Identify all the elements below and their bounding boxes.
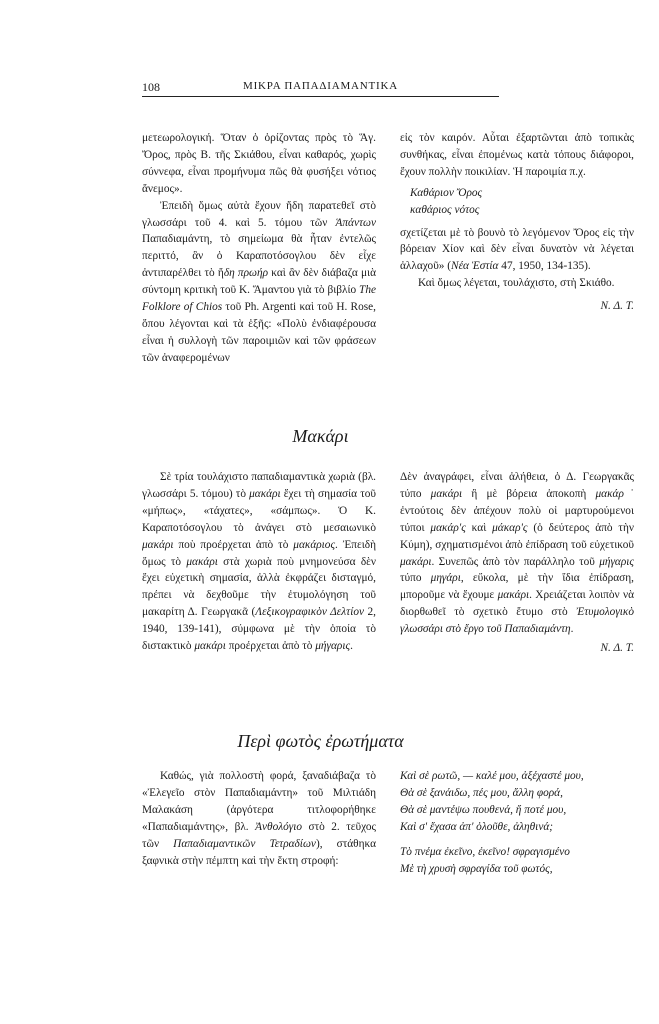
author-signature: Ν. Δ. Τ.	[600, 642, 634, 655]
text-run: τύπο	[400, 572, 431, 585]
text-run: ), στάθηκα ξαφνικὰ στὴν πέμπτη καὶ τὴν ἕκτη στροφή:	[142, 837, 376, 867]
text-run: καὶ ἂν δὲν διάβαζα μιὰ σύντομη κριτικὴ τοῦ Κ. Ἅμαντου γιὰ τὸ βιβλίο	[142, 267, 377, 297]
text-run: καὶ	[465, 521, 493, 534]
verse-line: Θὰ σὲ μαντέψω πουθενά, ἤ ποτέ μου,	[400, 803, 567, 816]
text-run: στὰ χωριὰ ποὺ μνημονεύσα δὲν ἔχει εὐχετικὴ σημασία, ἀλλὰ ἐκφράζει δισταγμό, πρέπει νὰ δεχθοῦμε τὴν ἐτυμολόγηση τοῦ μακαρίτη Δ. Γεωργακᾶ (	[142, 555, 376, 619]
proverb-line: Καθάριον Ὄρος	[410, 186, 483, 199]
running-title: ΜΙΚΡΑ ΠΑΠΑΔΙΑΜΑΝΤΙΚΑ	[243, 80, 398, 92]
text-run: . Χρειάζεται λοιπὸν νὰ διορθωθεῖ τὸ σχετικὸ ἔτυμο στὸ	[400, 589, 634, 619]
paragraph: μετεωρολογική. Ὅταν ὁ ὁρίζοντας πρὸς τὸ Ἅγ. Ὄρος, πρὸς Β. τῆς Σκιάθου, εἶναι καθαρός, χωρὶς σύννεφα, εἶναι προμήνυμα πῶς θὰ φυσήξει νότιος ἄνεμος».	[142, 132, 376, 195]
italic-text: μακάρ'ς	[430, 521, 466, 534]
paragraph	[142, 469, 376, 655]
author-signature: Ν. Δ. Τ.	[600, 300, 634, 313]
section2-right-column	[400, 469, 634, 657]
italic-text: μηγάρι	[430, 572, 461, 585]
section2-left-column	[142, 469, 376, 655]
paragraph: εἰς τὸν καιρόν. Αὗται ἐξαρτῶνται ἀπὸ τοπικὰς συνθήκας, εἶναι ἐπομένως κατὰ τόπους διάφοροι, ἔχουν πολλὴν ποικιλίαν. Ἡ παροιμία π.χ.	[400, 132, 634, 178]
paragraph	[400, 225, 634, 276]
paragraph	[142, 198, 376, 367]
verse-line: Καὶ σὲ ρωτῶ, — καλέ μου, ἀξέχαστέ μου,	[400, 770, 584, 782]
section3-right-column	[400, 768, 634, 877]
paragraph	[142, 768, 376, 869]
proverb-quote	[410, 185, 634, 219]
paragraph	[400, 469, 634, 638]
text-run: ˙ ἐντούτοις δὲν ἀπέχουν πολὺ οἱ μαρτυρούμενοι τύποι	[400, 487, 635, 534]
italic-book-title: The Folklore of Chios	[142, 284, 376, 314]
text-run: ἢ μὲ βόρεια ἀποκοπὴ	[462, 487, 596, 500]
italic-text: μακάρι	[194, 640, 226, 653]
text-run: Καθώς, γιὰ πολλοστὴ φορά, ξαναδιάβαζα τὸ «Ἐλεγεῖο στὸν Παπαδιαμάντη» τοῦ Μιλτιάδη Μαλακάση (ἀργότερα τιτλοφορήθηκε «Παπαδιαμάντης», βλ.	[142, 770, 376, 833]
page-number: 108	[142, 80, 160, 94]
italic-text: μακάρι	[142, 538, 174, 551]
italic-text: μακάρι	[430, 487, 463, 500]
italic-text: μακάρι	[249, 487, 281, 500]
italic-text: Ἁπάντων	[335, 216, 376, 229]
italic-text: μακάριος	[293, 538, 336, 551]
text-run: ποὺ προέρχεται ἀπὸ τὸ	[173, 538, 294, 551]
verse-line: Μὲ τὴ χρυσὴ σφραγίδα τοῦ φωτός,	[400, 862, 553, 875]
section-title-peri-fotos: Περὶ φωτὸς ἐρωτήματα	[237, 731, 404, 751]
text-run: Ἐπειδὴ ὅμως αὐτὰ ἔχουν ἤδη παρατεθεῖ στὸ γλωσσάρι τοῦ 4. καὶ 5. τόμου τῶν	[142, 199, 376, 229]
section1-left-column	[142, 130, 376, 367]
text-run: , εὔκολα, μὲ τὴν ἴδια ἐπίδραση, μποροῦμε νὰ ἔχουμε	[400, 572, 635, 602]
text-run: .	[350, 640, 353, 653]
text-run: 2, 1940, 139-141), σύμφωνα μὲ τὴν ὁποία τὸ διστακτικὸ	[142, 606, 376, 653]
italic-text: μακάρι	[186, 555, 218, 568]
text-run: Παπαδιαμάντη, τὸ σημείωμα θὰ ἦταν ἐντελῶς περιττό, ἂν ὁ Καραποτόσογλου δὲν εἶχε ἀντιπαρέλθει τὸ ἤ	[142, 233, 376, 280]
italic-text: μακάρι	[400, 555, 432, 568]
verse-line: Καὶ σ' ἔχασα ἀπ' ὁλοῦθε, ἀληθινά;	[400, 820, 554, 833]
italic-journal-title: Λεξικογραφικὸν Δελτίον	[255, 606, 364, 619]
text-run: τοῦ Ph. Argenti καὶ τοῦ H. Rose, ὅπου λέγονται καὶ τὰ ἑξῆς: «Πολὺ ἐνδιαφέρουσα εἶναι ἡ συλλογὴ τῶν παροιμιῶν καὶ τῶν φράσεων τῶν ἀναφερομένων	[142, 301, 376, 364]
italic-text: μακάρ	[595, 487, 624, 500]
text-run: .	[570, 623, 574, 636]
italic-text: δη πρωήρ	[223, 267, 268, 280]
italic-book-title: Ἐτυμολογικὸ γλωσσάρι στὸ ἔργο τοῦ Παπαδιαμάντη	[400, 606, 634, 636]
section-title-makari: Μακάρι	[292, 426, 349, 446]
paragraph: Καὶ ὅμως λέγεται, τουλάχιστο, στὴ Σκιάθο.	[418, 277, 615, 290]
italic-text: Ἀνθολόγιο	[255, 820, 303, 833]
italic-journal-title: Νέα Ἑστία	[451, 260, 499, 273]
italic-text: μακάρι	[497, 589, 530, 602]
text-run: σχετίζεται μὲ τὸ βουνὸ τὸ λεγόμενον Ὄρος εἰς τὴν βόρειαν Χίον καὶ δὲν εἶναι δυνατὸν νὰ λέγεται ἀλλαχοῦ» (	[400, 226, 634, 273]
text-run: . Συνεπῶς ἀπὸ τὸν παράλληλο τοῦ	[431, 555, 600, 568]
text-run: προέρχεται ἀπὸ τὸ	[225, 640, 316, 653]
page-header	[142, 80, 499, 97]
italic-text: μήγαρις	[315, 640, 351, 653]
text-run: 47, 1950, 134-135).	[498, 260, 591, 273]
text-run: Δὲν ἀναγράφει, εἶναι ἀλήθεια, ὁ Δ. Γεωργακᾶς τύπο	[400, 471, 634, 500]
verse-line: Θὰ σὲ ξανάιδω, πές μου, ἄλλη φορά,	[400, 786, 563, 799]
section3-left-column	[142, 768, 376, 869]
text-run: Σὲ τρία τουλάχιστο παπαδιαμαντικὰ χωριὰ (βλ. γλωσσάρι 5. τόμου) τὸ	[142, 471, 376, 500]
text-run: . Ἐπειδὴ ὅμως τὸ	[142, 538, 376, 568]
italic-text: μάκαρ'ς	[492, 521, 528, 534]
text-run: ἔχει τὴ σημασία τοῦ «μήπως», «τάχατες», «σάμπως». Ὁ Κ. Καραποτόσογλου τὸ ἀνάγει στὸ μεσαιωνικὸ	[142, 487, 376, 534]
text-run: στὸ 2. τεῦχος τῶν	[142, 820, 376, 850]
italic-journal-title: Παπαδιαμαντικῶν Τετραδίων	[173, 837, 316, 850]
italic-text: μήγαρις	[599, 555, 634, 568]
text-run: (ὁ δεύτερος ἀπὸ τὴν Κύμη), σχηματισμένοι ἀπὸ ἐπίδραση τοῦ εὐχετικοῦ	[400, 521, 634, 551]
section1-right-column	[400, 130, 634, 315]
verse-line: Τὸ πνέμα ἐκεῖνο, ἐκεῖνο! σφραγισμένο	[400, 845, 570, 858]
proverb-line: καθάριος νότος	[410, 203, 480, 216]
